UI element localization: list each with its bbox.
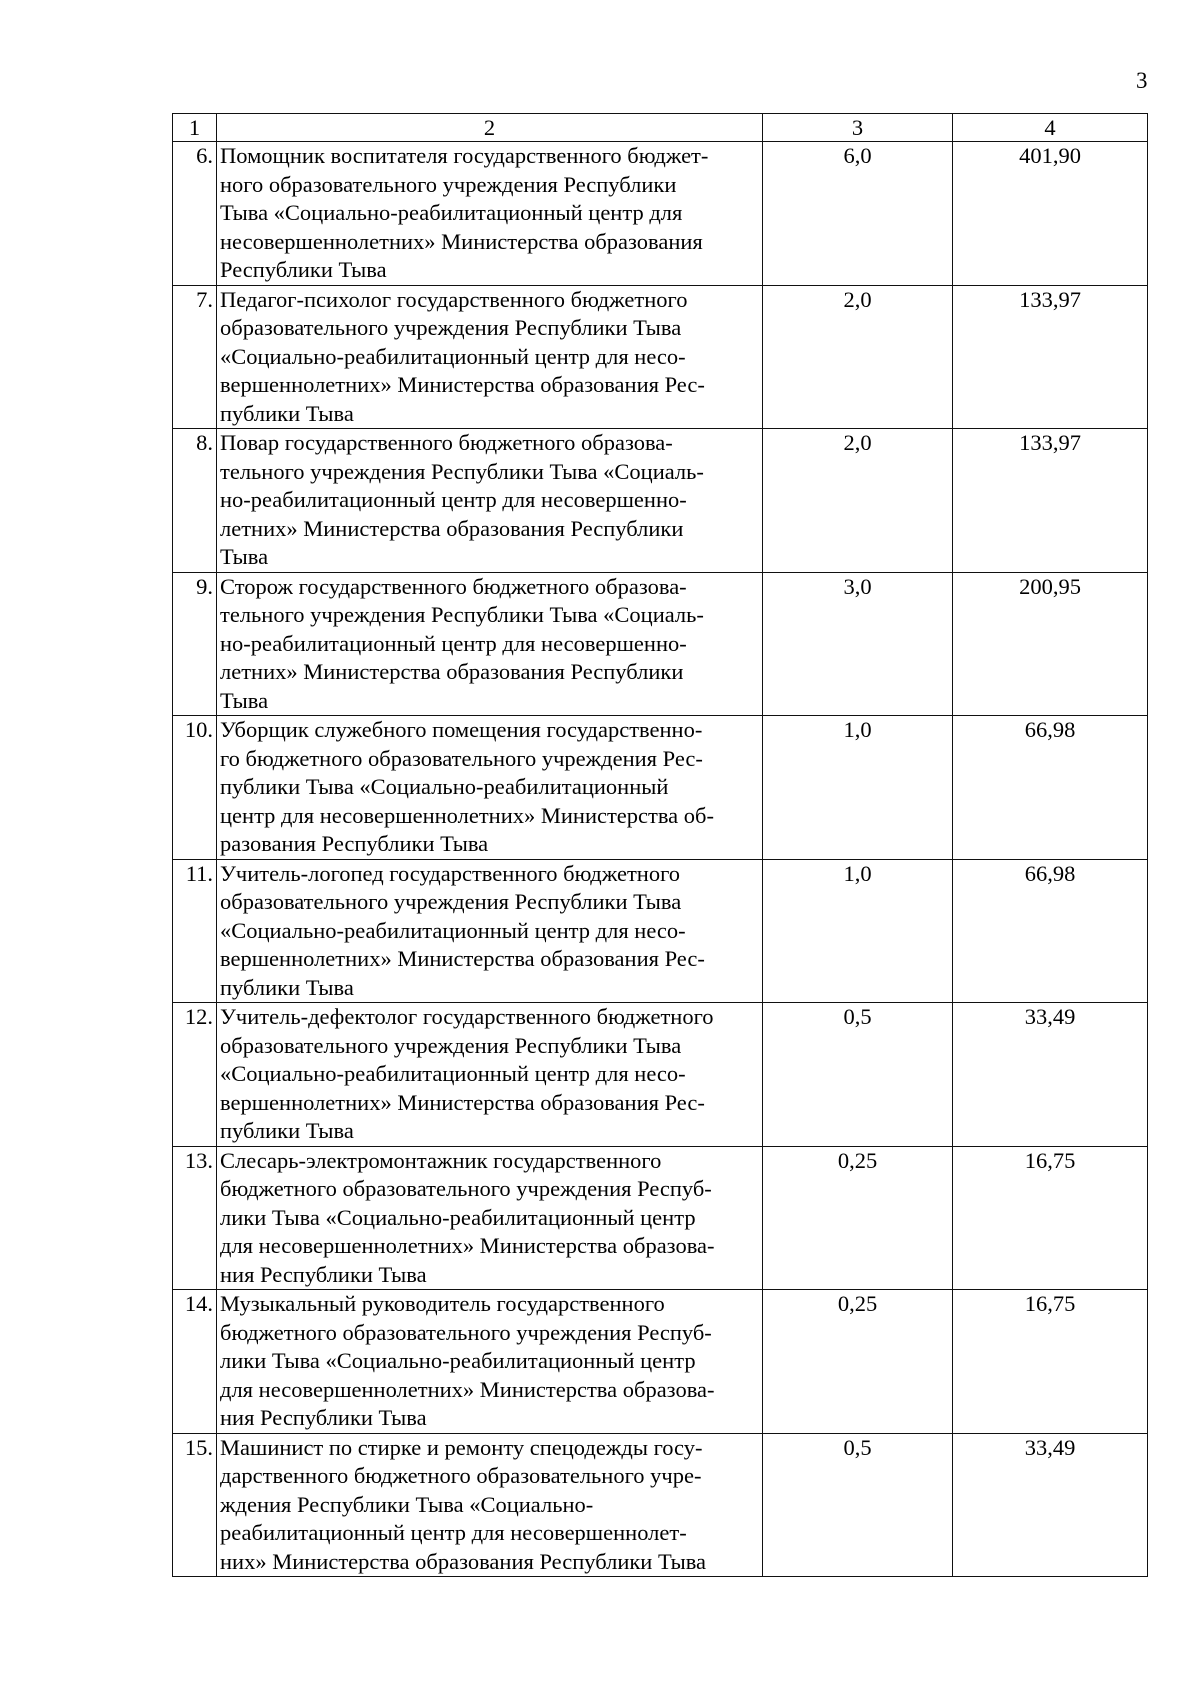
position-name-line: несовершеннолетних» Министерства образования — [220, 228, 703, 254]
table-row — [173, 142, 1148, 286]
column-header-4: 4 — [953, 114, 1148, 142]
position-name-line: летних» Министерства образования Республики — [220, 515, 684, 541]
staff-units-cell: 0,5 — [763, 1433, 953, 1577]
position-name-cell — [217, 429, 763, 573]
position-name-line: ния Республики Тыва — [220, 1261, 427, 1287]
position-name-line: реабилитационный центр для несовершеннолет- — [220, 1520, 687, 1545]
staff-units-cell: 0,5 — [763, 1003, 953, 1147]
position-name-line: вершеннолетних» Министерства образования Рес- — [220, 372, 705, 397]
column-header-3: 3 — [763, 114, 953, 142]
position-name-line: тельного учреждения Республики Тыва «Социаль- — [220, 458, 704, 484]
position-name-line: публики Тыва «Социально-реабилитационный — [220, 774, 669, 799]
staff-units-cell: 1,0 — [763, 859, 953, 1003]
position-name-line: Машинист по стирке и ремонту спецодежды госу- — [220, 1434, 703, 1460]
position-name-line: «Социально-реабилитационный центр для несо- — [220, 917, 686, 943]
staff-units-cell: 2,0 — [763, 285, 953, 429]
amount-cell: 33,49 — [953, 1433, 1148, 1577]
staff-units-cell: 0,25 — [763, 1146, 953, 1290]
position-name-line: тельного учреждения Республики Тыва «Социаль- — [220, 602, 704, 627]
position-name-line: них» Министерства образования Республики Тыва — [220, 1548, 707, 1574]
position-name-line: Учитель-логопед государственного бюджетного — [220, 860, 680, 886]
table-row — [173, 429, 1148, 573]
page-number: 3 — [1136, 68, 1148, 93]
position-name-line: го бюджетного образовательного учреждения Рес- — [220, 745, 703, 771]
position-name-line: публики Тыва — [220, 400, 354, 426]
position-name-line: «Социально-реабилитационный центр для несо- — [220, 343, 686, 369]
row-number-cell: 11. — [173, 859, 217, 1003]
staff-units-cell: 2,0 — [763, 429, 953, 573]
position-name-line: вершеннолетних» Министерства образования Рес- — [220, 946, 705, 971]
column-header-1: 1 — [173, 114, 217, 142]
position-name-cell — [217, 572, 763, 716]
position-name-cell — [217, 859, 763, 1003]
row-number-cell: 6. — [173, 142, 217, 286]
table-row — [173, 1433, 1148, 1577]
position-name-line: Тыва — [220, 544, 269, 569]
row-number-cell: 10. — [173, 716, 217, 860]
position-name-cell — [217, 1433, 763, 1577]
table-header-row — [173, 114, 1148, 142]
position-name-line: Музыкальный руководитель государственного — [220, 1291, 665, 1316]
staff-units-cell: 6,0 — [763, 142, 953, 286]
position-name-line: Сторож государственного бюджетного образова- — [220, 573, 687, 599]
position-name-line: Республики Тыва — [220, 257, 387, 282]
position-name-cell — [217, 142, 763, 286]
staff-units-cell: 3,0 — [763, 572, 953, 716]
amount-cell: 66,98 — [953, 716, 1148, 860]
amount-cell: 16,75 — [953, 1290, 1148, 1434]
position-name-cell — [217, 1290, 763, 1434]
amount-cell: 16,75 — [953, 1146, 1148, 1290]
position-name-line: лики Тыва «Социально-реабилитационный центр — [220, 1204, 696, 1230]
position-name-line: вершеннолетних» Министерства образования Рес- — [220, 1089, 705, 1115]
position-name-line: Повар государственного бюджетного образова- — [220, 430, 673, 455]
position-name-line: публики Тыва — [220, 974, 354, 1000]
position-name-line: но-реабилитационный центр для несовершенно- — [220, 630, 687, 656]
position-name-line: ждения Республики Тыва «Социально- — [220, 1491, 594, 1517]
position-name-line: Слесарь-электромонтажник государственного — [220, 1147, 662, 1173]
amount-cell: 33,49 — [953, 1003, 1148, 1147]
row-number-cell: 13. — [173, 1146, 217, 1290]
position-name-line: для несовершеннолетних» Министерства образова- — [220, 1376, 715, 1402]
position-name-line: Педагог-психолог государственного бюджетного — [220, 286, 688, 312]
row-number-cell: 7. — [173, 285, 217, 429]
position-name-cell — [217, 1003, 763, 1147]
table-row — [173, 859, 1148, 1003]
position-name-line: Тыва — [220, 687, 269, 713]
amount-cell: 200,95 — [953, 572, 1148, 716]
staff-table — [172, 113, 1148, 1577]
staff-units-cell: 1,0 — [763, 716, 953, 860]
position-name-line: ного образовательного учреждения Республики — [220, 171, 677, 197]
position-name-line: разования Республики Тыва — [220, 831, 489, 856]
position-name-line: образовательного учреждения Республики Тыва — [220, 315, 682, 340]
table-row — [173, 285, 1148, 429]
table-row — [173, 716, 1148, 860]
position-name-cell — [217, 285, 763, 429]
position-name-line: бюджетного образовательного учреждения Респуб- — [220, 1176, 712, 1201]
row-number-cell: 12. — [173, 1003, 217, 1147]
row-number-cell: 8. — [173, 429, 217, 573]
position-name-line: Тыва «Социально-реабилитационный центр для — [220, 200, 683, 225]
position-name-line: «Социально-реабилитационный центр для несо- — [220, 1061, 686, 1086]
position-name-line: Уборщик служебного помещения государственно- — [220, 717, 703, 742]
position-name-line: образовательного учреждения Республики Тыва — [220, 1032, 682, 1058]
position-name-line: летних» Министерства образования Республики — [220, 659, 684, 684]
position-name-line: ния Республики Тыва — [220, 1405, 427, 1430]
position-name-line: Помощник воспитателя государственного бюджет- — [220, 143, 709, 168]
position-name-line: дарственного бюджетного образовательного учре- — [220, 1463, 702, 1488]
position-name-line: образовательного учреждения Республики Тыва — [220, 889, 682, 914]
position-name-line: для несовершеннолетних» Министерства образова- — [220, 1233, 715, 1258]
position-name-line: центр для несовершеннолетних» Министерства об- — [220, 802, 714, 828]
position-name-line: но-реабилитационный центр для несовершенно- — [220, 487, 687, 512]
column-header-2: 2 — [217, 114, 763, 142]
table-row — [173, 1146, 1148, 1290]
table-body — [173, 114, 1148, 1577]
staff-units-cell: 0,25 — [763, 1290, 953, 1434]
position-name-line: бюджетного образовательного учреждения Респуб- — [220, 1319, 712, 1345]
table-row — [173, 572, 1148, 716]
amount-cell: 133,97 — [953, 285, 1148, 429]
position-name-line: публики Тыва — [220, 1118, 354, 1143]
row-number-cell: 9. — [173, 572, 217, 716]
table-row — [173, 1290, 1148, 1434]
amount-cell: 133,97 — [953, 429, 1148, 573]
table-row — [173, 1003, 1148, 1147]
amount-cell: 66,98 — [953, 859, 1148, 1003]
amount-cell: 401,90 — [953, 142, 1148, 286]
row-number-cell: 15. — [173, 1433, 217, 1577]
row-number-cell: 14. — [173, 1290, 217, 1434]
position-name-cell — [217, 1146, 763, 1290]
position-name-cell — [217, 716, 763, 860]
position-name-line: лики Тыва «Социально-реабилитационный центр — [220, 1348, 696, 1373]
position-name-line: Учитель-дефектолог государственного бюджетного — [220, 1004, 714, 1029]
